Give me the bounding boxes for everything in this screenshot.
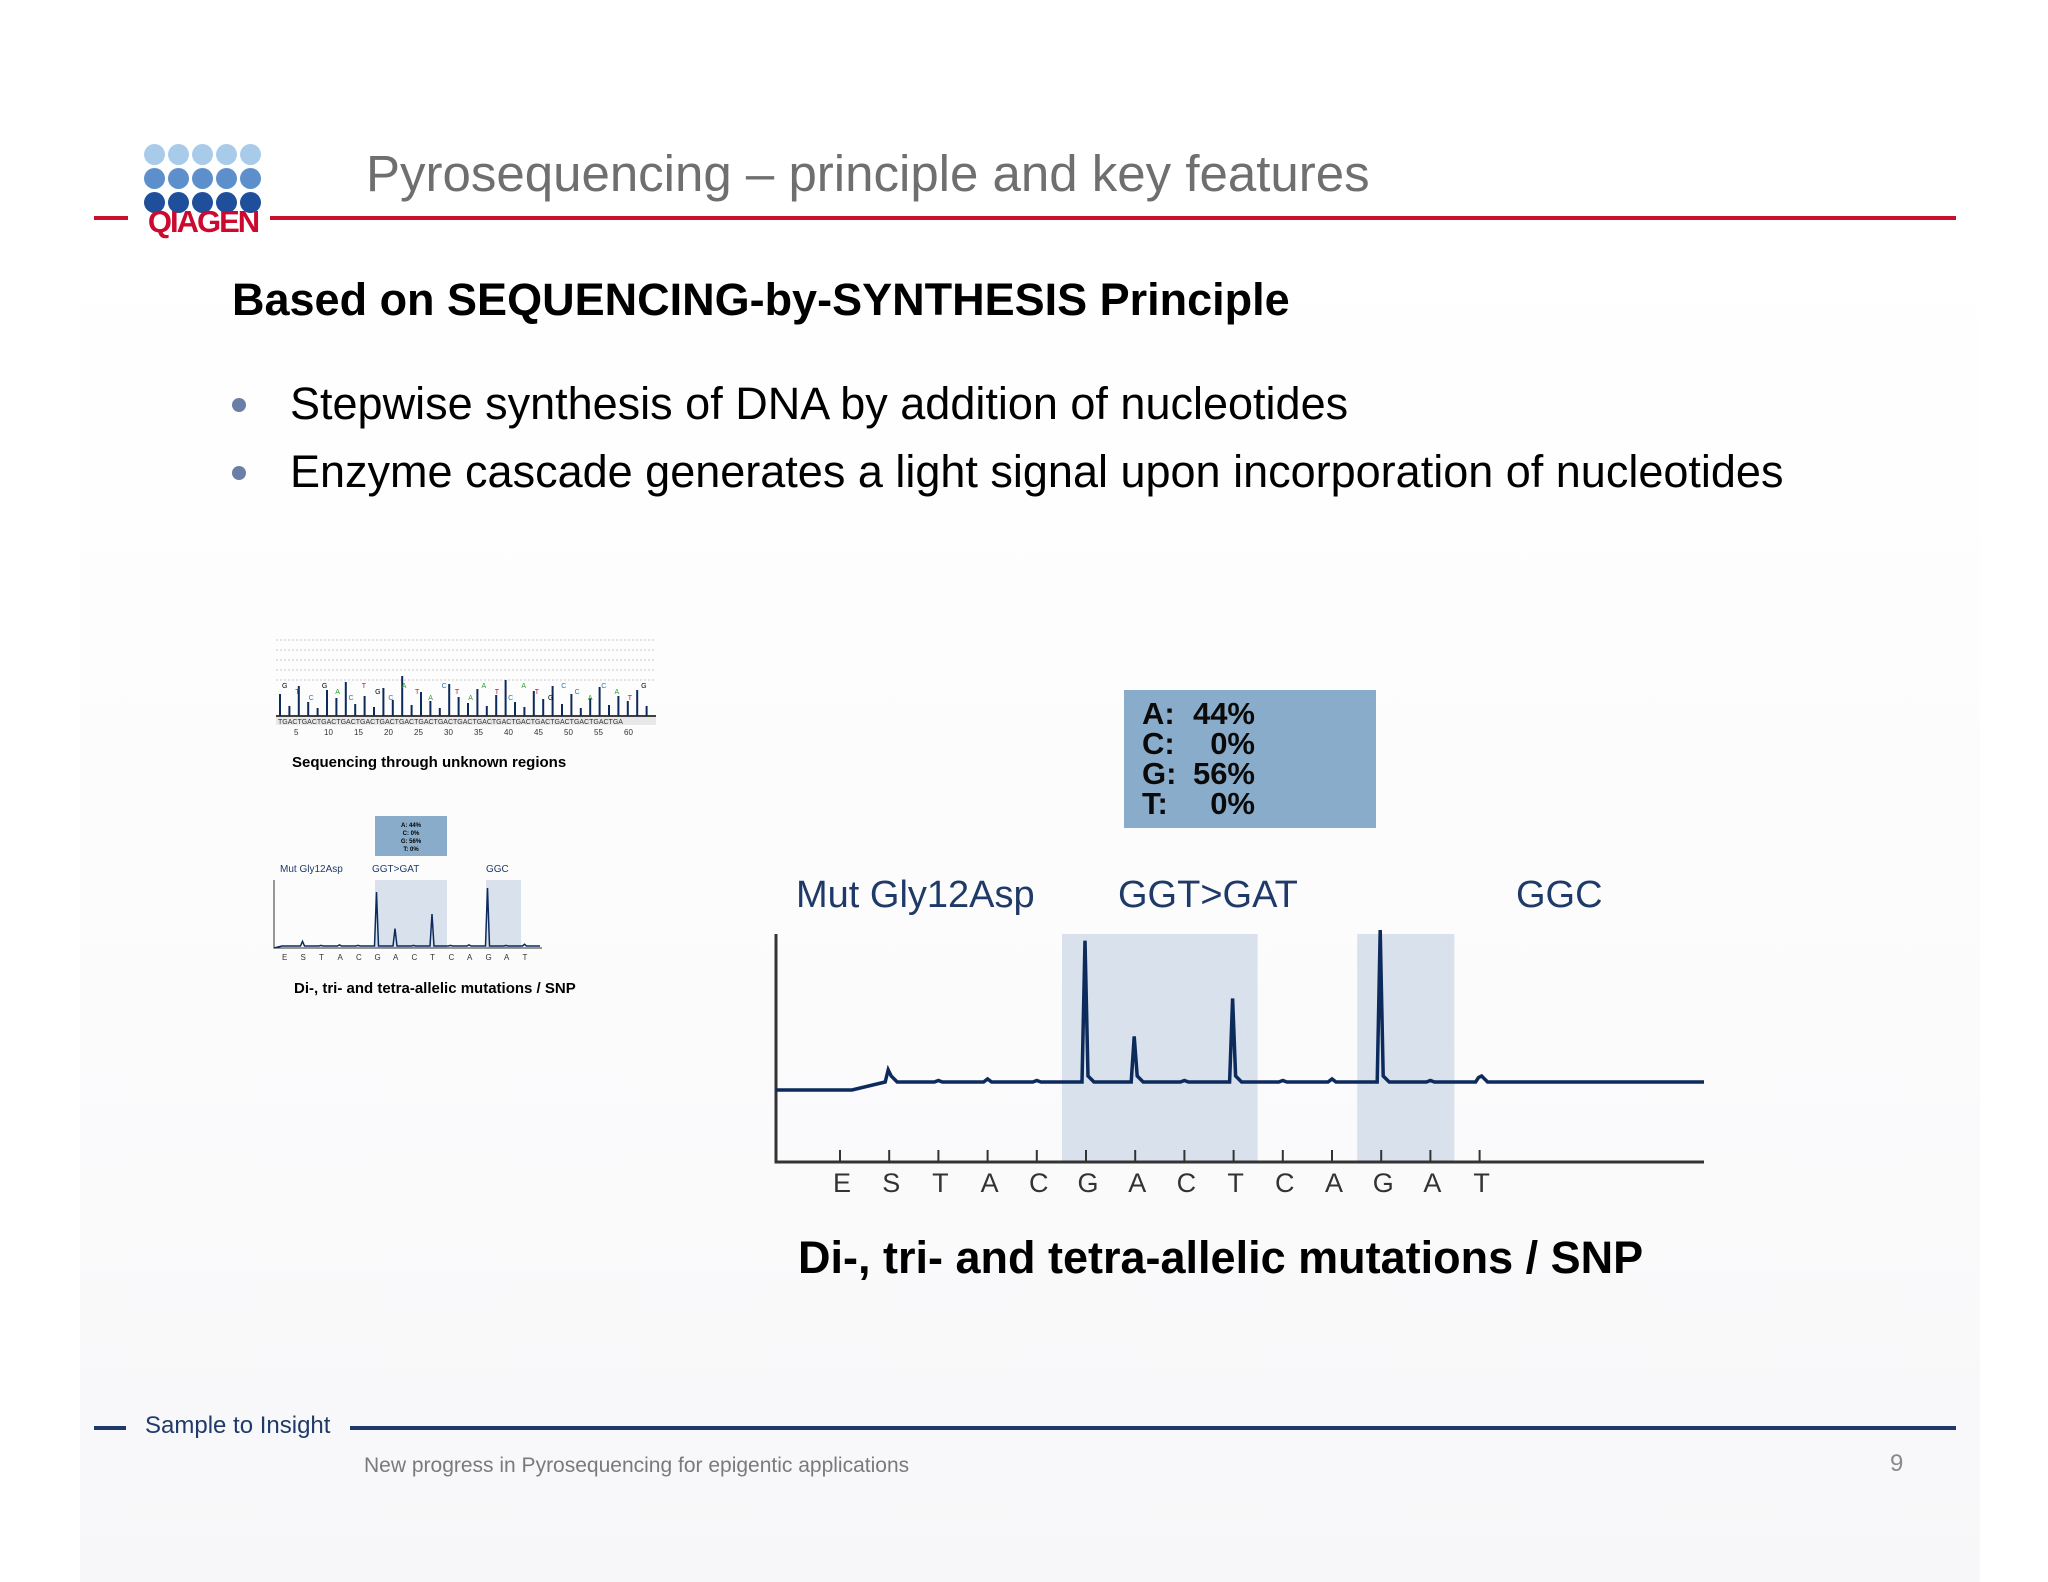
x-tick-label: E — [832, 1168, 852, 1198]
thumbnail-tick-label: C — [448, 953, 455, 962]
logo-wordmark: QIAGEN — [147, 204, 259, 239]
svg-text:C: 0%: C: 0% — [402, 831, 420, 837]
x-tick-label: C — [1275, 1168, 1295, 1198]
trace-axis-tick: 20 — [384, 728, 393, 736]
x-tick-label: A — [1324, 1168, 1344, 1198]
trace-base-letter: C — [308, 695, 314, 702]
thumbnail-caption-pyrogram: Di-, tri- and tetra-allelic mutations / SNP — [294, 980, 576, 997]
thumbnail-tick-label: T — [430, 953, 435, 962]
thumbnail-tick-label: T — [522, 953, 528, 962]
thumbnail-tick-label: C — [411, 953, 418, 962]
trace-base-letter: A — [401, 683, 407, 690]
trace-base-letter: C — [348, 695, 354, 702]
label-ggt-gat: GGT>GAT — [1118, 874, 1298, 916]
qiagen-logo — [142, 142, 264, 239]
trace-axis-tick: 15 — [354, 728, 363, 736]
x-tick-label: A — [980, 1168, 999, 1198]
label-mut-gly12asp: Mut Gly12Asp — [796, 874, 1035, 916]
trace-base-letter: T — [295, 689, 300, 696]
trace-base-letter: C — [601, 683, 607, 690]
thumbnail-label-ggc: GGC — [486, 864, 509, 875]
title-rule — [270, 216, 1956, 220]
thumbnail-tick-label: A — [393, 953, 399, 962]
allele-value-t: 0% — [1210, 786, 1255, 821]
allele-value-g: 56% — [1192, 756, 1255, 791]
thumbnail-label-mut: Mut Gly12Asp — [280, 864, 343, 875]
label-ggc: GGC — [1516, 874, 1603, 916]
svg-text:A: 44%: A: 44% — [400, 823, 422, 829]
x-tick-label: C — [1029, 1168, 1049, 1198]
bullet-text: Stepwise synthesis of DNA by addition of nucleotides — [290, 378, 1349, 429]
x-tick-label: G — [1372, 1168, 1394, 1198]
sequence-strip: TGACTGACTGACTGACTGACTGACTGACTGACTGACTGACTGACTGACTGACTGACTGACTGACTGACTGA — [278, 719, 623, 726]
footer-rule — [350, 1426, 1956, 1430]
allele-base-g: G: — [1142, 756, 1177, 791]
trace-base-letter: A — [481, 683, 487, 690]
thumbnail-tick-label: C — [356, 953, 362, 962]
trace-base-letter: T — [415, 689, 420, 696]
trace-base-letter: C — [441, 683, 447, 690]
trace-base-letter: A — [521, 683, 527, 690]
thumbnail-caption-sequencing: Sequencing through unknown regions — [292, 754, 567, 771]
thumbnail-tick-label: A — [467, 953, 473, 962]
svg-text:G: 56%: G: 56% — [400, 839, 422, 845]
bullet-icon — [232, 466, 246, 480]
trace-base-letter: C — [574, 689, 580, 696]
pyrogram-caption: Di-, tri- and tetra-allelic mutations / SNP — [798, 1232, 1644, 1283]
trace-axis-tick: 40 — [504, 728, 513, 736]
trace-base-letter: A — [335, 689, 340, 696]
svg-text:T: 0%: T: 0% — [403, 847, 419, 853]
trace-base-letter: A — [428, 695, 433, 702]
allele-value-a: 44% — [1192, 696, 1255, 731]
x-tick-label: C — [1176, 1168, 1197, 1198]
section-heading: Based on SEQUENCING-by-SYNTHESIS Principle — [232, 274, 1290, 325]
thumbnail-tick-label: G — [485, 953, 492, 962]
trace-base-letter: T — [494, 689, 500, 696]
bullet-list — [232, 370, 1783, 506]
highlight-region — [1062, 934, 1258, 1162]
x-tick-label: T — [1473, 1168, 1490, 1198]
highlight-region — [1357, 934, 1454, 1162]
trace-axis-tick: 35 — [474, 728, 483, 736]
allele-base-t: T: — [1142, 786, 1168, 821]
trace-base-letter: G — [641, 683, 647, 690]
trace-base-letter: C — [388, 695, 394, 702]
trace-base-letter: G — [282, 683, 288, 690]
allele-base-c: C: — [1142, 726, 1175, 761]
trace-axis-tick: 60 — [624, 728, 633, 736]
title-rule-left — [94, 216, 128, 220]
trace-base-letter: C — [508, 695, 514, 702]
footer-text: New progress in Pyrosequencing for epigentic applications — [364, 1454, 910, 1477]
trace-base-letter: G — [548, 695, 554, 702]
bullet-item — [232, 438, 1783, 506]
allele-value-c: 0% — [1210, 726, 1255, 761]
x-tick-label: S — [882, 1168, 901, 1198]
thumbnail-label-ggt: GGT>GAT — [372, 864, 420, 875]
allele-base-a: A: — [1142, 696, 1175, 731]
trace-base-letter: G — [375, 689, 381, 696]
trace-base-letter: A — [468, 695, 473, 702]
thumbnail-tick-label: T — [319, 953, 324, 962]
footer-rule-left — [94, 1426, 126, 1430]
thumbnail-tick-label: A — [504, 953, 510, 962]
trace-base-letter: A — [614, 689, 620, 696]
slide-title: Pyrosequencing – principle and key features — [366, 145, 1370, 202]
x-tick-label: T — [1227, 1168, 1244, 1198]
x-tick-label: T — [932, 1168, 949, 1198]
x-tick-label: A — [1423, 1168, 1442, 1198]
trace-base-letter: C — [561, 683, 567, 690]
trace-axis-tick: 55 — [594, 728, 603, 736]
trace-base-letter: T — [627, 695, 633, 702]
trace-base-letter: A — [587, 695, 593, 702]
tagline: Sample to Insight — [145, 1412, 331, 1439]
bullet-icon — [232, 398, 246, 412]
x-tick-label: A — [1128, 1168, 1147, 1198]
thumbnail-tick-label: A — [337, 953, 343, 962]
trace-axis-tick: 5 — [294, 728, 299, 736]
trace-axis-tick: 25 — [414, 728, 423, 736]
bullet-text: Enzyme cascade generates a light signal upon incorporation of nucleotides — [290, 446, 1784, 497]
trace-axis-tick: 45 — [534, 728, 543, 736]
sequencing-trace-thumbnail — [276, 636, 656, 736]
trace-base-letter: G — [321, 683, 328, 690]
trace-axis-tick: 10 — [324, 728, 333, 736]
trace-axis-tick: 50 — [564, 728, 573, 736]
thumbnail-tick-label: S — [300, 953, 306, 962]
pyrogram-chart — [760, 680, 1720, 1210]
trace-base-letter: T — [361, 683, 367, 690]
thumbnail-tick-label: E — [282, 953, 288, 962]
bullet-item — [232, 370, 1783, 438]
thumbnail-tick-label: G — [374, 953, 381, 962]
trace-base-letter: T — [534, 689, 539, 696]
pyrogram-thumbnail — [272, 814, 542, 964]
trace-base-letter: T — [454, 689, 460, 696]
trace-axis-tick: 30 — [444, 728, 453, 736]
x-tick-label: G — [1077, 1168, 1099, 1198]
page-number: 9 — [1890, 1450, 1904, 1477]
